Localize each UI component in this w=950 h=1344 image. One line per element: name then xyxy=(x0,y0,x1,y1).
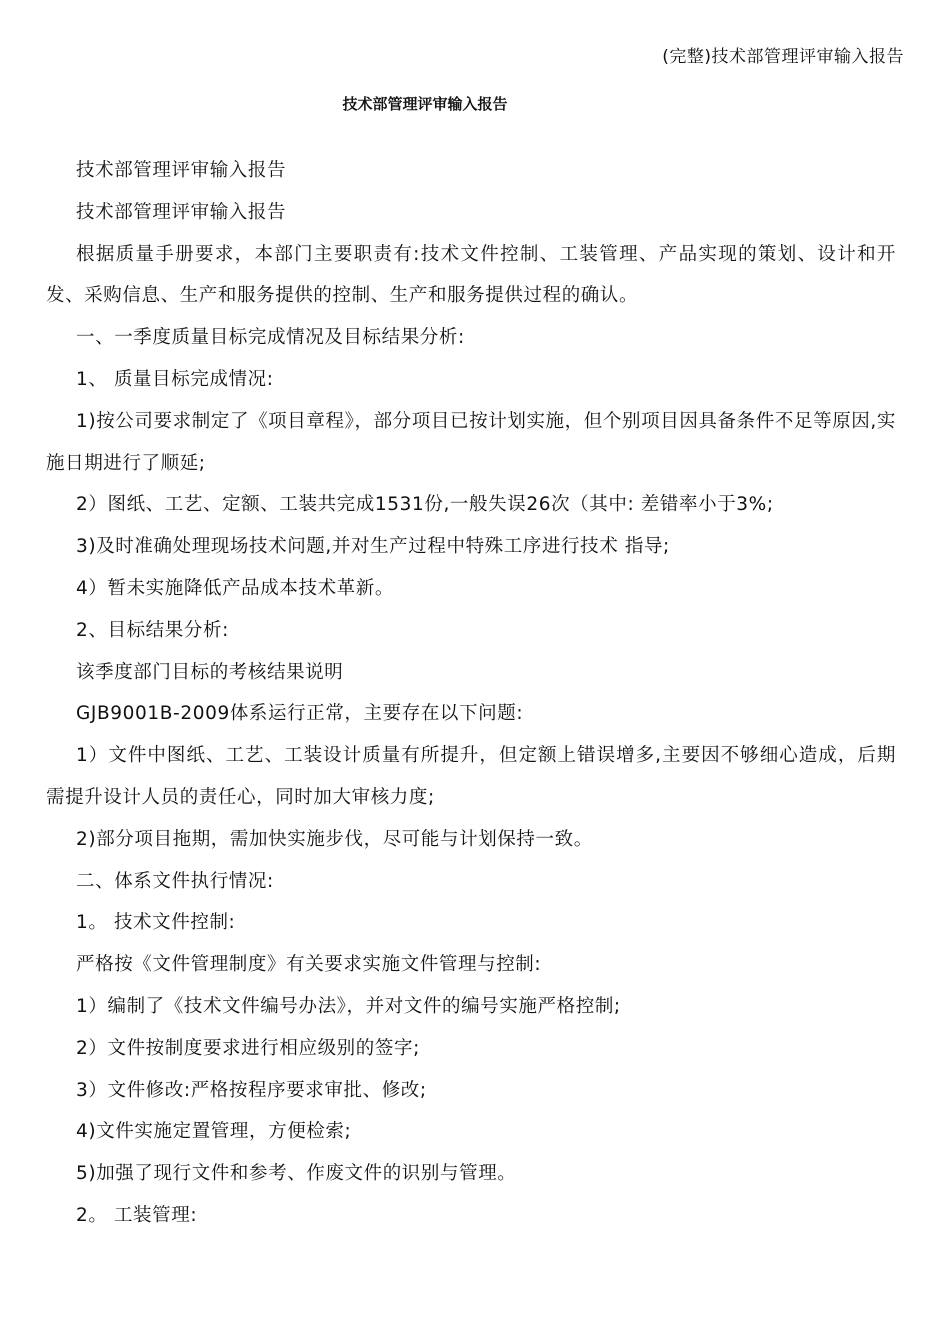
paragraph: 该季度部门目标的考核结果说明 xyxy=(76,661,344,683)
list-item: 1)按公司要求制定了《项目章程》，部分项目已按计划实施，但个别项目因具备条件不足等原因,实施日期进行了顺延; xyxy=(46,410,896,474)
subsection-heading: 1。 技术文件控制: xyxy=(76,912,236,934)
list-item: 4）暂未实施降低产品成本技术革新。 xyxy=(76,577,394,599)
list-item: 2）图纸、工艺、定额、工装共完成1531份,一般失误26次（其中: 差错率小于3%; xyxy=(76,494,774,516)
list-item: 3)及时准确处理现场技术问题,并对生产过程中特殊工序进行技术 指导; xyxy=(76,536,670,558)
list-item: 2)部分项目拖期，需加快实施步伐，尽可能与计划保持一致。 xyxy=(76,828,593,850)
paragraph: 根据质量手册要求，本部门主要职责有:技术文件控制、工装管理、产品实现的策划、设计和开发、采购信息、生产和服务提供的控制、生产和服务提供过程的确认。 xyxy=(46,243,896,307)
document-title: 技术部管理评审输入报告 xyxy=(342,95,508,113)
list-item: 4)文件实施定置管理，方便检索; xyxy=(76,1121,352,1143)
subsection-heading: 1、 质量目标完成情况: xyxy=(76,368,274,390)
list-item: 2）文件按制度要求进行相应级别的签字; xyxy=(76,1037,420,1059)
list-item: 5)加强了现行文件和参考、作废文件的识别与管理。 xyxy=(76,1163,517,1185)
paragraph: 技术部管理评审输入报告 xyxy=(76,160,287,181)
list-item: 3）文件修改:严格按程序要求审批、修改; xyxy=(76,1079,427,1101)
list-item: 1）文件中图纸、工艺、工装设计质量有所提升，但定额上错误增多,主要因不够细心造成，后期需提升设计人员的责任心，同时加大审核力度; xyxy=(46,745,896,808)
section-heading: 一、一季度质量目标完成情况及目标结果分析: xyxy=(76,327,465,349)
running-header: (完整)技术部管理评审输入报告 xyxy=(662,47,904,67)
subsection-heading: 2。 工装管理: xyxy=(76,1204,198,1226)
list-item: 1）编制了《技术文件编号办法》，并对文件的编号实施严格控制; xyxy=(76,995,621,1017)
paragraph: GJB9001B-2009体系运行正常，主要存在以下问题: xyxy=(76,703,524,725)
paragraph: 技术部管理评审输入报告 xyxy=(76,201,287,223)
subsection-heading: 2、目标结果分析: xyxy=(76,619,229,641)
paragraph: 严格按《文件管理制度》有关要求实施文件管理与控制: xyxy=(76,954,542,976)
section-heading: 二、体系文件执行情况: xyxy=(76,870,274,892)
document-body xyxy=(46,150,896,1237)
